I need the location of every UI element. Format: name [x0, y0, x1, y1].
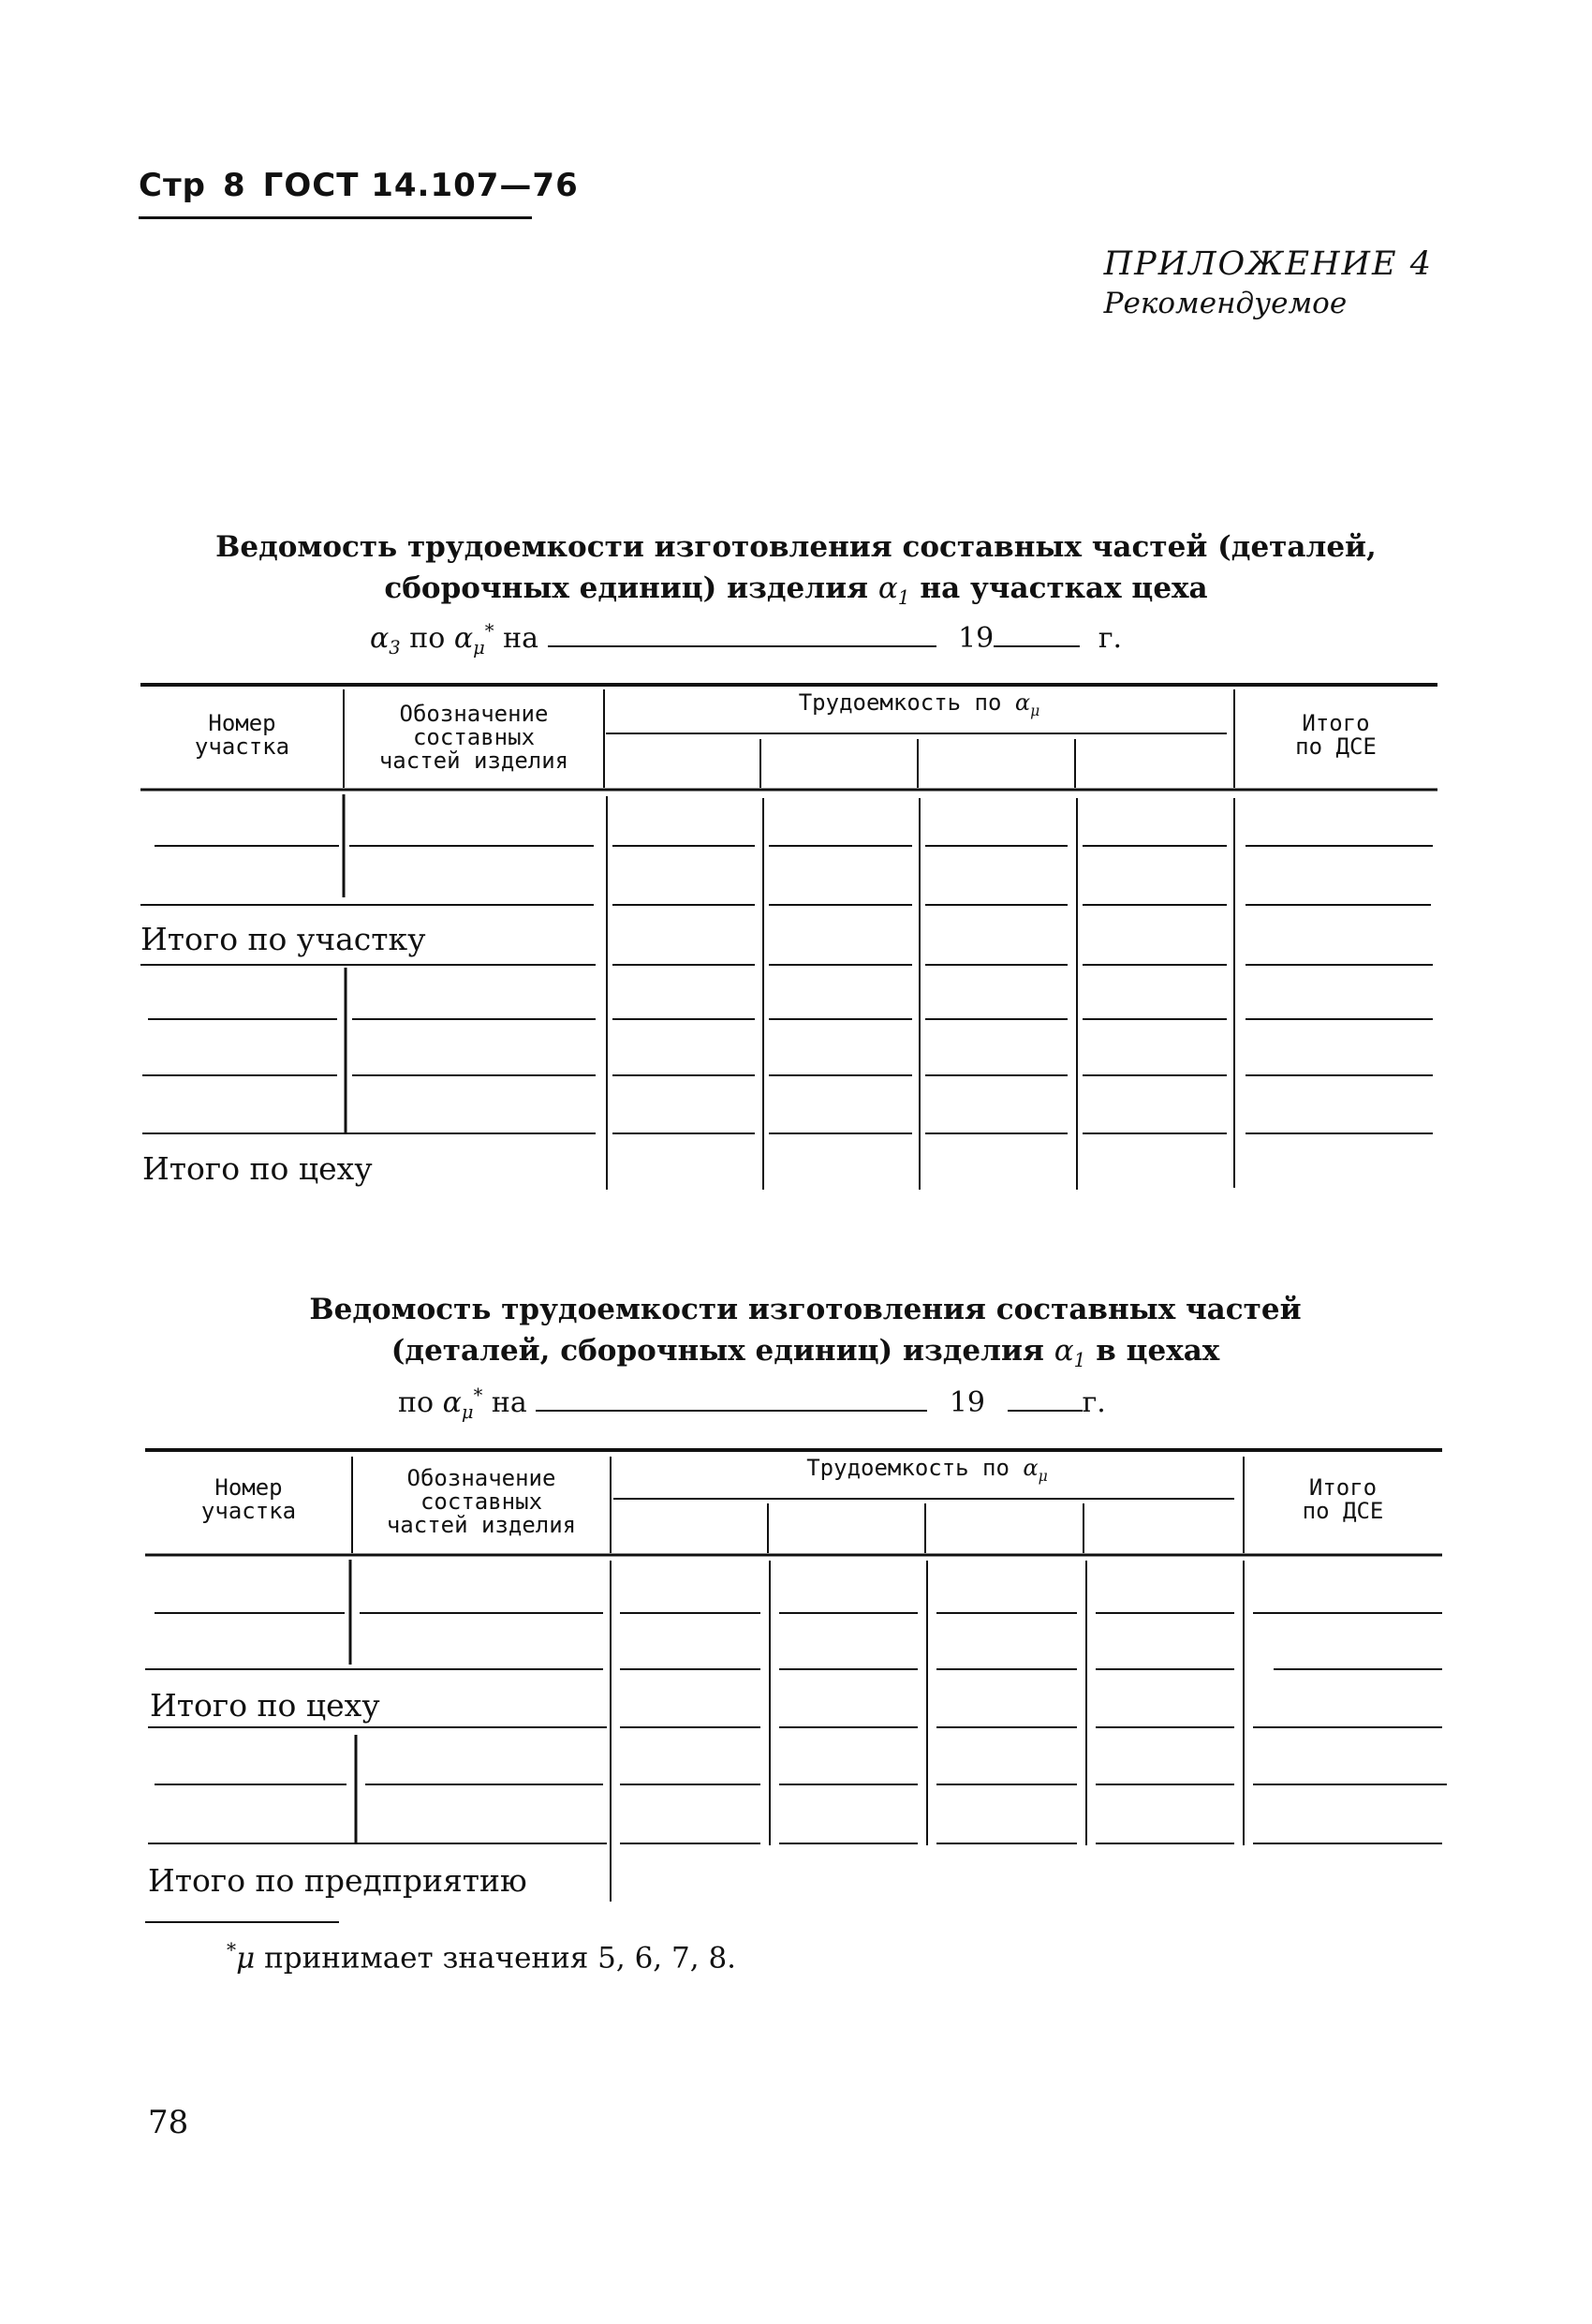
symbol-alpha1: $\alpha_1$: [877, 571, 910, 610]
t1-col-designation: Обозначение составных частей изделия: [378, 701, 569, 774]
table2-formula-line: по $\alpha_\mu^*$ на 19 г.: [398, 1384, 1106, 1423]
t1-col-labor: Трудоемкость по $\alpha_\mu$: [798, 689, 1040, 719]
table2-title-line2: (деталей, сборочных единиц) изделия $\alpha_1$ в цехах: [391, 1334, 1220, 1372]
page-number: 78: [148, 2104, 189, 2141]
symbol-alpha-mu: $\alpha_\mu^*$: [453, 620, 494, 659]
t1-row-total-section: Итого по участку: [140, 921, 426, 957]
t2-col-number: Номер участка: [200, 1474, 297, 1524]
table2-title-line1: Ведомость трудоемкости изготовления составных частей: [309, 1293, 1302, 1326]
table1-formula-line: $\alpha_3$ по $\alpha_\mu^*$ на 19 г.: [370, 620, 1123, 659]
symbol-alpha3: $\alpha_3$: [370, 622, 401, 659]
table1-title-line1: Ведомость трудоемкости изготовления составных частей (деталей,: [215, 530, 1377, 564]
standard-number: ГОСТ 14.107—76: [262, 167, 579, 204]
t2-row-total-shop: Итого по цеху: [150, 1687, 380, 1724]
t1-row-total-shop: Итого по цеху: [142, 1150, 373, 1187]
table1-title-line2: сборочных единиц) изделия $\alpha_1$ на участках цеха: [384, 571, 1208, 610]
t1-col-total: Итого по ДСЕ: [1295, 710, 1377, 760]
footnote: *μ принимает значения 5, 6, 7, 8.: [227, 1939, 737, 1976]
t2-col-designation: Обозначение составных частей изделия: [386, 1465, 577, 1538]
page-prefix: Стр: [139, 167, 206, 204]
t2-row-total-enterprise: Итого по предприятию: [148, 1862, 527, 1899]
appendix-status: Рекомендуемое: [1103, 287, 1348, 320]
t2-col-labor: Трудоемкость по $\alpha_\mu$: [806, 1455, 1048, 1485]
appendix-title: ПРИЛОЖЕНИЕ 4: [1103, 245, 1433, 283]
page-in-standard: 8: [223, 167, 246, 204]
t2-col-total: Итого по ДСЕ: [1302, 1474, 1384, 1524]
t1-col-number: Номер участка: [194, 710, 290, 760]
